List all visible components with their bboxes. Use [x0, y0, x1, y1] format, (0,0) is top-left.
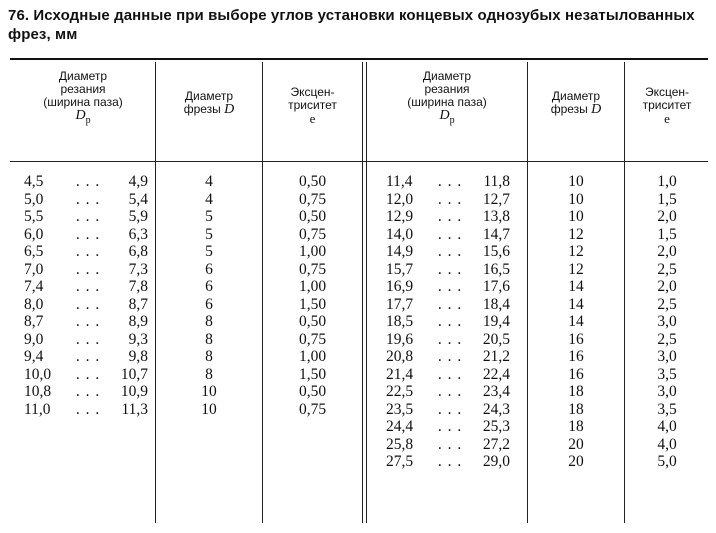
range-dots: . . .	[437, 453, 463, 470]
range-dots: . . .	[437, 243, 463, 260]
range-from: 5,0	[24, 190, 44, 208]
mill-diameter-cell: 16	[568, 365, 584, 383]
header-line: Эксцен-	[290, 85, 335, 99]
eccentricity-cell: 1,0	[657, 173, 677, 190]
top-rule	[10, 58, 708, 60]
header-eccentricity	[264, 86, 361, 125]
table-row	[24, 348, 148, 366]
range-to: 10,9	[120, 383, 148, 400]
table-row	[386, 278, 514, 296]
range-to: 8,9	[128, 313, 148, 330]
mill-diameter-cell: 5	[205, 225, 213, 243]
eccentricity-cell: 5,0	[657, 453, 677, 470]
eccentricity-cell: 2,5	[657, 295, 677, 313]
eccentricity-cell: 3,5	[657, 400, 677, 418]
range-from: 25,8	[386, 435, 414, 453]
table-row	[386, 313, 514, 331]
mill-diameter-cell: 10	[201, 400, 217, 418]
table-row	[24, 313, 148, 331]
mill-diameter-cell: 12	[568, 243, 584, 260]
mill-diameter-cell: 8	[205, 365, 213, 383]
header-symbol: $D_p$	[439, 108, 455, 126]
range-dots: . . .	[437, 400, 463, 418]
eccentricity-cell: 0,75	[298, 260, 327, 278]
mill-diameter-cell: 20	[568, 453, 584, 470]
table-row	[386, 453, 514, 471]
header-line: (ширина паза)	[43, 95, 123, 109]
range-dots: . . .	[437, 208, 463, 225]
mill-diameter-cell: 6	[205, 260, 213, 278]
range-dots: . . .	[437, 295, 463, 313]
eccentricity-cell: 0,75	[298, 190, 327, 208]
range-to: 19,4	[482, 313, 510, 330]
range-from: 14,9	[386, 243, 414, 260]
range-from: 11,0	[24, 400, 51, 418]
range-from: 27,5	[386, 453, 414, 470]
eccentricity-cell: 3,5	[657, 365, 677, 383]
mill-diameter-cell: 18	[568, 418, 584, 435]
mill-diameter-cell: 5	[205, 243, 213, 260]
range-to: 29,0	[482, 453, 510, 470]
eccentricity-cell: 1,00	[298, 278, 327, 295]
range-dots: . . .	[75, 190, 101, 208]
eccentricity-cell: 4,0	[657, 418, 677, 435]
range-from: 14,0	[386, 225, 414, 243]
eccentricity-cell: 0,50	[298, 383, 327, 400]
range-dots: . . .	[437, 173, 463, 190]
range-from: 12,9	[386, 208, 414, 225]
range-dots: . . .	[75, 313, 101, 330]
range-from: 11,4	[386, 173, 413, 190]
eccentricity-cell: 1,5	[657, 225, 677, 243]
mill-diameter-cell: 8	[205, 330, 213, 348]
range-dots: . . .	[437, 225, 463, 243]
table-row	[386, 383, 514, 401]
header-line: Эксцен-	[644, 85, 690, 99]
range-from: 8,0	[24, 295, 44, 313]
table-row	[24, 243, 148, 261]
header-line: Диаметр	[184, 89, 234, 103]
range-from: 9,4	[24, 348, 44, 365]
eccentricity-cell: 0,75	[298, 400, 327, 418]
header-symbol: e	[309, 111, 316, 126]
mill-diameter-cell: 18	[568, 383, 584, 400]
header-line: резания	[424, 82, 470, 96]
range-dots: . . .	[437, 313, 463, 330]
mill-diameter-cell: 14	[568, 295, 584, 313]
range-from: 19,6	[386, 330, 414, 348]
eccentricity-column	[264, 173, 361, 418]
range-to: 18,4	[482, 295, 510, 313]
table-row	[386, 191, 514, 209]
header-cut-diameter	[12, 70, 154, 127]
header-symbol: D	[591, 102, 602, 117]
range-from: 8,7	[24, 313, 44, 330]
mill-diameter-cell: 8	[205, 348, 213, 365]
mill-diameter-cell: 16	[568, 348, 584, 365]
range-from: 6,0	[24, 225, 44, 243]
eccentricity-cell: 3,0	[657, 383, 677, 400]
eccentricity-cell: 1,5	[657, 190, 677, 208]
range-to: 8,7	[128, 295, 148, 313]
eccentricity-cell: 1,50	[298, 295, 327, 313]
header-line: триситет	[642, 98, 692, 112]
range-from: 10,8	[24, 383, 52, 400]
table-row	[386, 296, 514, 314]
range-to: 17,6	[482, 278, 510, 295]
range-to: 7,8	[128, 278, 148, 295]
mill-diameter-column	[157, 173, 261, 418]
table-row	[24, 383, 148, 401]
column-divider	[262, 62, 263, 523]
eccentricity-cell: 4,0	[657, 435, 677, 453]
range-dots: . . .	[75, 295, 101, 313]
eccentricity-cell: 0,50	[298, 173, 327, 190]
range-dots: . . .	[437, 383, 463, 400]
mill-diameter-cell: 10	[568, 173, 584, 190]
eccentricity-cell: 2,0	[657, 243, 677, 260]
range-to: 11,3	[121, 400, 148, 418]
range-dots: . . .	[437, 365, 463, 383]
range-from: 16,9	[386, 278, 414, 295]
header-line: резания	[60, 82, 106, 96]
table-row	[386, 366, 514, 384]
range-from: 18,5	[386, 313, 414, 330]
range-dots: . . .	[75, 173, 101, 190]
range-dots: . . .	[75, 225, 101, 243]
range-to: 5,9	[128, 208, 148, 225]
eccentricity-cell: 1,50	[298, 365, 327, 383]
range-to: 27,2	[482, 435, 510, 453]
header-line: Диаметр	[58, 69, 108, 83]
mill-diameter-cell: 6	[205, 278, 213, 295]
range-dots: . . .	[75, 330, 101, 348]
range-dots: . . .	[437, 330, 463, 348]
table-row	[386, 173, 514, 191]
range-to: 7,3	[128, 260, 148, 278]
range-from: 7,4	[24, 278, 44, 295]
header-symbol: e	[664, 111, 670, 126]
mill-diameter-cell: 4	[205, 190, 213, 208]
eccentricity-cell: 2,5	[657, 260, 677, 278]
table-title: 76. Исходные данные при выборе углов установки концевых однозубых незатылованных фрез, мм	[8, 7, 695, 43]
range-dots: . . .	[437, 418, 463, 435]
range-to: 6,8	[128, 243, 148, 260]
table-row	[386, 226, 514, 244]
mill-diameter-cell: 16	[568, 330, 584, 348]
eccentricity-cell: 1,00	[298, 348, 327, 365]
range-from: 6,5	[24, 243, 44, 260]
header-line: фрезы	[550, 102, 588, 116]
mill-diameter-cell: 10	[201, 383, 217, 400]
eccentricity-cell: 2,5	[657, 330, 677, 348]
range-dots: . . .	[75, 383, 101, 400]
eccentricity-cell: 0,75	[298, 330, 327, 348]
header-symbol: $D_p$	[75, 108, 91, 126]
range-dots: . . .	[437, 260, 463, 278]
table-row	[386, 243, 514, 261]
mill-diameter-cell: 14	[568, 278, 584, 295]
eccentricity-cell: 3,0	[657, 348, 677, 365]
range-to: 11,8	[483, 173, 510, 190]
mill-diameter-cell: 5	[205, 208, 213, 225]
range-to: 12,7	[482, 190, 510, 208]
range-to: 21,2	[482, 348, 510, 365]
table-row	[386, 401, 514, 419]
eccentricity-cell: 0,50	[298, 208, 327, 225]
range-dots: . . .	[75, 278, 101, 295]
eccentricity-cell: 0,50	[298, 313, 327, 330]
eccentricity-cell: 2,0	[657, 208, 677, 225]
table-row	[386, 348, 514, 366]
header-cut-diameter	[368, 70, 526, 127]
header-line: Диаметр	[551, 89, 601, 103]
mill-diameter-cell: 8	[205, 313, 213, 330]
range-to: 24,3	[482, 400, 510, 418]
range-dots: . . .	[437, 190, 463, 208]
mill-diameter-cell: 4	[205, 173, 213, 190]
range-to: 10,7	[120, 365, 148, 383]
table-row	[386, 208, 514, 226]
header-line: триситет	[288, 98, 337, 112]
range-to: 22,4	[482, 365, 510, 383]
range-to: 14,7	[482, 225, 510, 243]
table-row	[24, 296, 148, 314]
mill-diameter-cell: 12	[568, 260, 584, 278]
table-row	[386, 261, 514, 279]
column-divider	[155, 62, 156, 523]
header-line: фрезы	[183, 102, 221, 116]
table-row	[24, 261, 148, 279]
half-divider	[362, 62, 367, 523]
column-divider	[624, 62, 625, 523]
mill-diameter-cell: 20	[568, 435, 584, 453]
range-to: 9,3	[128, 330, 148, 348]
mill-diameter-cell: 14	[568, 313, 584, 330]
mill-diameter-cell: 10	[568, 208, 584, 225]
mill-diameter-cell: 18	[568, 400, 584, 418]
range-from: 5,5	[24, 208, 44, 225]
table-row	[24, 226, 148, 244]
range-from: 23,5	[386, 400, 414, 418]
header-mill-diameter	[157, 90, 261, 116]
range-from: 9,0	[24, 330, 44, 348]
range-from: 4,5	[24, 173, 44, 190]
range-to: 5,4	[128, 190, 148, 208]
eccentricity-cell: 2,0	[657, 278, 677, 295]
range-from: 17,7	[386, 295, 414, 313]
range-dots: . . .	[437, 278, 463, 295]
mill-diameter-cell: 12	[568, 225, 584, 243]
header-rule	[10, 161, 708, 162]
range-dots: . . .	[437, 348, 463, 365]
range-to: 4,9	[128, 173, 148, 190]
range-to: 25,3	[482, 418, 510, 435]
range-dots: . . .	[437, 435, 463, 453]
range-from: 24,4	[386, 418, 414, 435]
range-from: 12,0	[386, 190, 414, 208]
range-from: 22,5	[386, 383, 414, 400]
range-from: 15,7	[386, 260, 414, 278]
eccentricity-cell: 1,00	[298, 243, 327, 260]
table-row	[24, 278, 148, 296]
table-row	[386, 436, 514, 454]
range-from: 21,4	[386, 365, 414, 383]
mill-diameter-cell: 10	[568, 190, 584, 208]
range-dots: . . .	[75, 260, 101, 278]
cut-diameter-column	[24, 173, 148, 418]
header-line: Диаметр	[422, 69, 472, 83]
table-row	[24, 208, 148, 226]
eccentricity-cell: 3,0	[657, 313, 677, 330]
table-row	[386, 331, 514, 349]
range-to: 23,4	[482, 383, 510, 400]
range-to: 13,8	[482, 208, 510, 225]
range-dots: . . .	[75, 243, 101, 260]
range-to: 20,5	[482, 330, 510, 348]
range-from: 10,0	[24, 365, 52, 383]
cut-diameter-column	[386, 173, 514, 471]
header-eccentricity	[626, 86, 708, 125]
table-row	[24, 331, 148, 349]
table-row	[386, 418, 514, 436]
eccentricity-column	[626, 173, 708, 471]
range-from: 7,0	[24, 260, 44, 278]
column-divider	[527, 62, 528, 523]
table-row	[24, 401, 148, 419]
mill-diameter-cell: 6	[205, 295, 213, 313]
range-dots: . . .	[75, 365, 101, 383]
eccentricity-cell: 0,75	[298, 225, 327, 243]
table-row	[24, 191, 148, 209]
range-to: 6,3	[128, 225, 148, 243]
range-from: 20,8	[386, 348, 414, 365]
range-dots: . . .	[75, 348, 101, 365]
range-dots: . . .	[75, 208, 101, 225]
header-line: (ширина паза)	[407, 95, 487, 109]
range-to: 9,8	[128, 348, 148, 365]
header-symbol: D	[224, 102, 235, 117]
mill-diameter-column	[529, 173, 623, 471]
range-dots: . . .	[75, 400, 101, 418]
range-to: 15,6	[482, 243, 510, 260]
header-mill-diameter	[529, 90, 623, 116]
table-row	[24, 366, 148, 384]
table-row	[24, 173, 148, 191]
range-to: 16,5	[482, 260, 510, 278]
